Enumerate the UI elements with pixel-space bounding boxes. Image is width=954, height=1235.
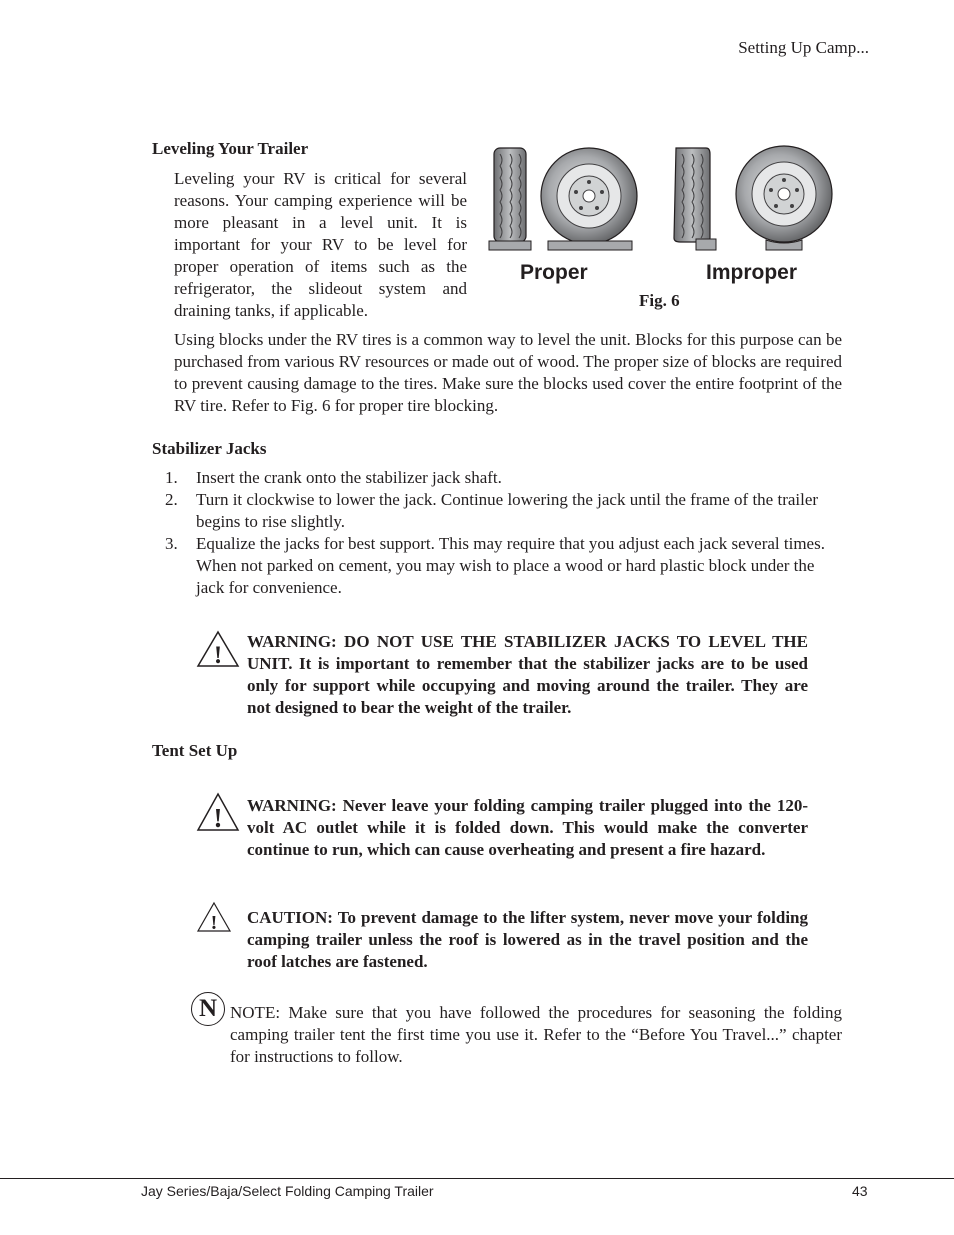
tent-heading: Tent Set Up: [152, 741, 238, 760]
note-icon: N: [191, 992, 225, 1026]
svg-text:!: !: [213, 803, 223, 832]
step-text: Insert the crank onto the stabilizer jack shaft.: [196, 468, 502, 487]
improper-tire-side-view: [674, 148, 716, 250]
warning-triangle-icon: [196, 792, 240, 837]
proper-tire-front-view: [541, 148, 637, 250]
running-header: Setting Up Camp...: [738, 38, 869, 57]
proper-tire-side-view: [489, 148, 531, 250]
proper-label: Proper: [520, 261, 588, 284]
stabilizer-steps-list: [165, 467, 845, 599]
leveling-paragraph-1: Leveling your RV is critical for several reasons. Your camping experience will be more pleasant in a level unit. It is important for your RV to be level for proper operation of items such as the refrigerator, the slideout system and draining tanks, if applicable.: [174, 169, 467, 320]
step-number: 3.: [165, 534, 178, 553]
leveling-paragraph-2: Using blocks under the RV tires is a common way to level the unit. Blocks for this purpose can be purchased from various RV resources or made out of wood. The proper size of blocks are required to prevent causing damage to the tires. Make sure the blocks used cover the entire footprint of the RV tire. Refer to Fig. 6 for proper tire blocking.: [174, 330, 842, 415]
leveling-heading: Leveling Your Trailer: [152, 139, 309, 158]
step-number: 2.: [165, 490, 178, 509]
tire-blocking-illustration: [486, 144, 836, 258]
improper-label: Improper: [706, 261, 798, 284]
stabilizer-heading: Stabilizer Jacks: [152, 439, 267, 458]
step-text: Turn it clockwise to lower the jack. Continue lowering the jack until the frame of the trailer begins to rise slightly.: [196, 490, 819, 531]
list-item: [165, 533, 845, 599]
footer-title: Jay Series/Baja/Select Folding Camping Trailer: [141, 1183, 434, 1199]
list-item: [165, 467, 845, 489]
stabilizer-warning: WARNING: DO NOT USE THE STABILIZER JACKS TO LEVEL THE UNIT. It is important to remember that the stabilizer jacks are to be used only for support while occupying and moving around the trailer. They are not designed to bear the weight of the trailer.: [247, 632, 808, 717]
tire-blocking-figure: [486, 144, 836, 258]
tent-caution: CAUTION: To prevent damage to the lifter system, never move your folding camping trailer unless the roof is lowered as in the travel position and the roof latches are fastened.: [247, 908, 808, 971]
figure-caption: Fig. 6: [639, 291, 680, 310]
step-number: 1.: [165, 468, 178, 487]
warning-triangle-icon: [196, 630, 240, 673]
footer-rule: [0, 1178, 954, 1179]
svg-text:!: !: [213, 642, 223, 668]
tent-note: NOTE: Make sure that you have followed the procedures for seasoning the folding camping trailer tent the first time you use it. Refer to the “Before You Travel...” chapter for instructions to follow.: [230, 1003, 842, 1066]
page-number: 43: [852, 1183, 868, 1199]
list-item: [165, 489, 845, 533]
svg-text:!: !: [210, 912, 218, 933]
improper-tire-front-view: [736, 146, 832, 250]
step-text: Equalize the jacks for best support. This may require that you adjust each jack several times. When not parked on cement, you may wish to place a wood or hard plastic block under the jack for convenience.: [196, 534, 825, 597]
tent-warning: WARNING: Never leave your folding camping trailer plugged into the 120-volt AC outlet while it is folded down. This would make the converter continue to run, which can cause overheating and present a fire hazard.: [247, 796, 808, 859]
caution-triangle-icon: [196, 901, 232, 938]
